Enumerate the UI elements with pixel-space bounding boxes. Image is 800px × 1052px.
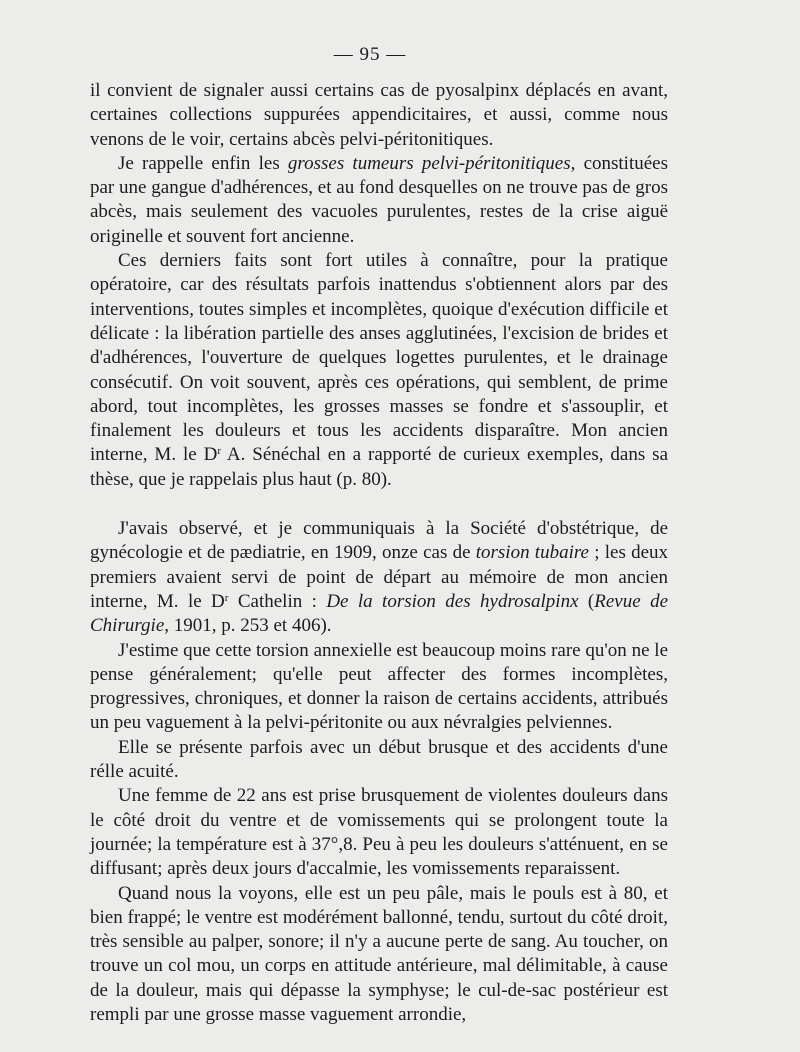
- paragraph-text: Elle se présente parfois avec un début brusque et des accidents d'une rélle acuité.: [90, 736, 668, 783]
- paragraph-text: J'estime que cette torsion annexielle est beaucoup moins rare qu'on ne le pense généralement; qu'elle peut affecter des formes incomplètes, progressives, chroniques, et donner la raison de certains accidents, attribués un peu vaguement à la pelvi-péritonite ou aux névralgies pelviennes.: [90, 639, 668, 734]
- paragraph-5: [90, 639, 668, 736]
- italic-title: De la torsion des hydrosalpinx: [326, 590, 579, 612]
- paragraph-text: ; les deux premiers avaient servi de point de départ au mémoire de mon ancien interne, M. le D: [90, 542, 668, 612]
- paragraph-8: [90, 882, 668, 1028]
- italic-journal: Revue de Chirurgie: [90, 590, 669, 637]
- paragraph-4: [90, 517, 668, 638]
- page-number: — 95 —: [333, 44, 407, 65]
- body-text: [90, 79, 668, 1027]
- superscript: r: [224, 591, 229, 604]
- paragraph-text: , 1901, p. 253 et 406).: [164, 615, 332, 637]
- paragraph-2: [90, 152, 668, 249]
- superscript: r: [217, 445, 222, 458]
- paragraph-text: Quand nous la voyons, elle est un peu pâle, mais le pouls est à 80, et bien frappé; le ventre est modérément ballonné, tendu, surtout du côté droit, très sensible au palper, sonore; il n'y a aucune perte de sang. Au toucher, on trouve un col mou, un corps en attitude antérieure, mal délimitable, à cause de la douleur, mais qui dépasse la symphyse; le cul-de-sac postérieur est rempli par une grosse masse vaguement arrondie,: [90, 882, 668, 1025]
- paragraph-7: [90, 784, 668, 881]
- paragraph-text: , constituées par une gangue d'adhérences, et au fond desquelles on ne trouve pas de gros abcès, mais seulement des vacuoles purulentes, restes de la crise aiguë originelle et souvent fort ancienne.: [90, 152, 669, 247]
- paragraph-text: J'avais observé, et je communiquais à la Société d'obstétrique, de gynécologie et de pædiatrie, en 1909, onze cas de: [90, 518, 668, 564]
- paragraph-6: [90, 736, 668, 785]
- paragraph-text: il convient de signaler aussi certains cas de pyosalpinx déplacés en avant, certaines collections suppurées appendicitaires, et aussi, comme nous venons de le voir, certains abcès pelvi-péritonitiques.: [90, 80, 668, 150]
- paragraph-text: (: [578, 590, 595, 612]
- paragraph-text: Ces derniers faits sont fort utiles à connaître, pour la pratique opératoire, car des résultats parfois inattendus s'obtiennent alors par des interventions, toutes simples et incomplètes, quoique d'exécution difficile et délicate : la libération partielle des anses agglutinées, l'excision de brides et d'adhérences, l'ouverture de quelques logettes purulentes, et le drainage consécutif. On voit souvent, après ces opérations, qui semblent, de prime abord, tout incomplètes, les grosses masses se fondre et s'assouplir, et finalement les douleurs et tous les accidents disparaître. Mon ancien interne, M. le D: [90, 250, 668, 466]
- paragraph-1: [90, 79, 668, 152]
- paragraph-text: Cathelin :: [228, 590, 327, 612]
- paragraph-text: Je rappelle enfin les: [118, 152, 288, 174]
- italic-phrase: grosses tumeurs pelvi-péritonitiques: [287, 152, 571, 174]
- paragraph-3: [90, 249, 668, 492]
- paragraph-text: Une femme de 22 ans est prise brusquement de violentes douleurs dans le côté droit du ventre et de vomissements qui se prolongent toute la journée; la température est à 37°,8. Peu à peu les douleurs s'atténuent, en se diffusant; après deux jours d'accalmie, les vomissements reparaissent.: [90, 785, 668, 880]
- italic-phrase: torsion tubaire: [475, 542, 589, 564]
- paragraph-text: A. Sénéchal en a rapporté de curieux exemples, dans sa thèse, que je rappelais plus haut (p. 80).: [90, 444, 669, 490]
